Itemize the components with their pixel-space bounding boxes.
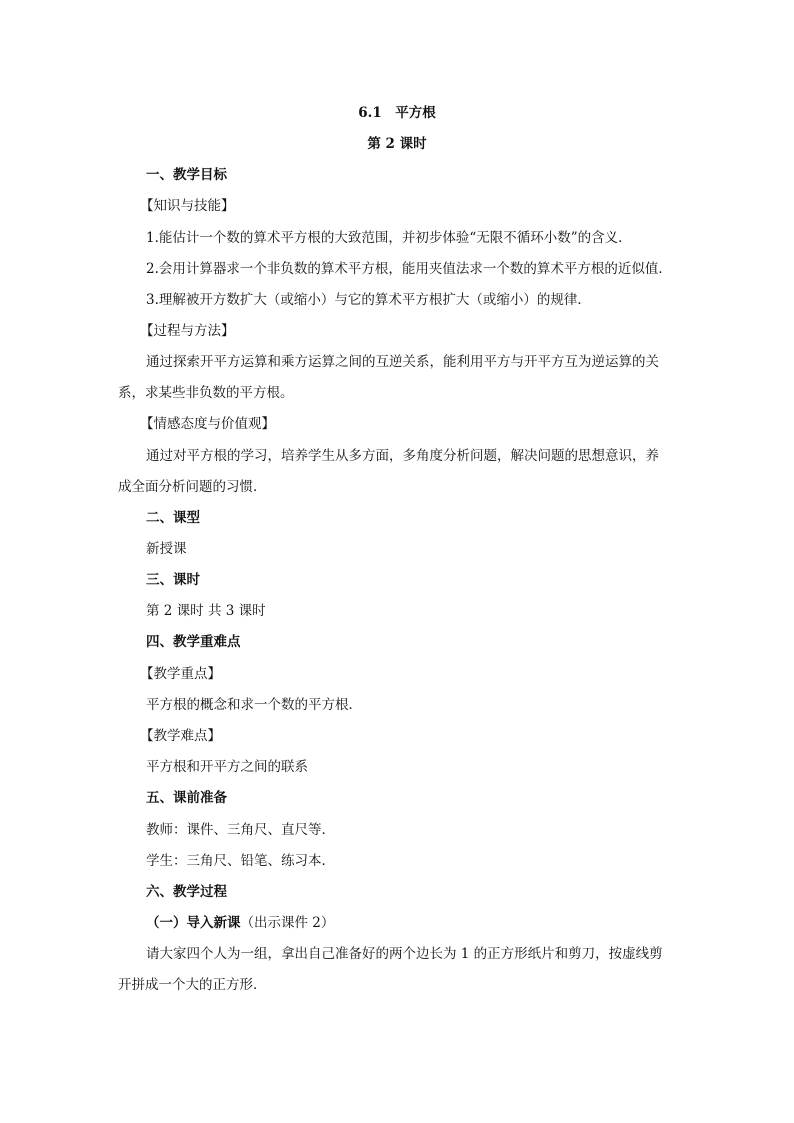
knowledge-item-3: 3.理解被开方数扩大（或缩小）与它的算术平方根扩大（或缩小）的规律． (146, 292, 591, 308)
difficult-point-value: 平方根和开平方之间的联系 (146, 759, 308, 775)
heading-teaching-goals: 一、教学目标 (146, 167, 227, 183)
intro-heading-note: （出示课件 2） (240, 915, 335, 931)
heading-emotion-values: 【情感态度与价值观】 (140, 416, 275, 432)
preparation-teacher: 教师：课件、三角尺、直尺等． (146, 822, 335, 838)
intro-heading-title: （一）导入新课 (146, 915, 241, 931)
knowledge-item-2: 2.会用计算器求一个非负数的算术平方根，能用夹值法求一个数的算术平方根的近似值． (146, 261, 672, 277)
knowledge-item-1: 1.能估计一个数的算术平方根的大致范围，并初步体验“无限不循环小数”的含义． (146, 230, 632, 246)
key-point-value: 平方根的概念和求一个数的平方根． (146, 697, 362, 713)
intro-paragraph-line-1: 请大家四个人为一组，拿出自己准备好的两个边长为 1 的正方形纸片和剪刀，按虚线剪 (146, 946, 663, 962)
heading-preparation: 五、课前准备 (146, 790, 227, 806)
heading-process-methods: 【过程与方法】 (140, 323, 235, 339)
intro-paragraph-line-2: 开拼成一个大的正方形． (118, 977, 267, 993)
heading-knowledge-skills: 【知识与技能】 (140, 198, 235, 214)
process-paragraph-line-1: 通过探索开平方运算和乘方运算之间的互逆关系，能利用平方与开平方互为逆运算的关 (146, 354, 659, 370)
lesson-subtitle: 第 2 课时 (367, 136, 427, 152)
heading-teaching-process: 六、教学过程 (146, 884, 227, 900)
process-paragraph-line-2: 系，求某些非负数的平方根。 (118, 385, 294, 401)
heading-difficult-point: 【教学难点】 (140, 728, 221, 744)
emotion-paragraph-line-2: 成全面分析问题的习惯． (118, 479, 267, 495)
emotion-paragraph-line-1: 通过对平方根的学习，培养学生从多方面，多角度分析问题，解决问题的思想意识，养 (146, 448, 659, 464)
heading-lesson-type: 二、课型 (146, 510, 200, 526)
intro-heading (146, 913, 706, 933)
preparation-student: 学生：三角尺、铅笔、练习本． (146, 853, 335, 869)
class-hours-value: 第 2 课时 共 3 课时 (146, 603, 266, 619)
lesson-type-value: 新授课 (146, 541, 187, 557)
heading-key-point: 【教学重点】 (140, 666, 221, 682)
heading-class-hours: 三、课时 (146, 572, 200, 588)
document-title: 6.1 平方根 (358, 105, 436, 121)
heading-key-difficult-points: 四、教学重难点 (146, 634, 241, 650)
